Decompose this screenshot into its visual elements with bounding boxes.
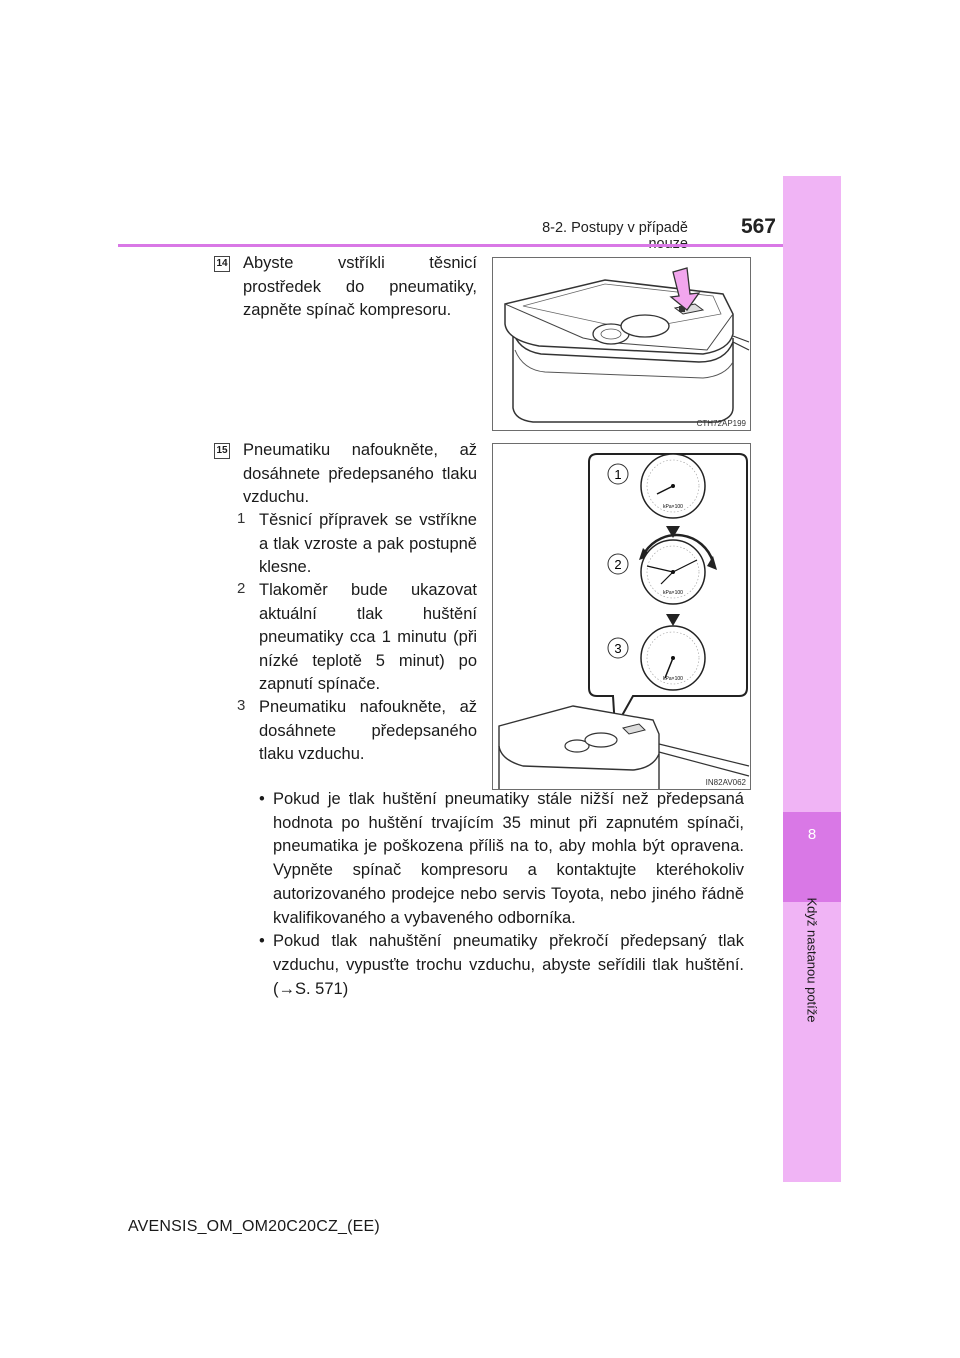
figure-code: CTH72AP199 xyxy=(696,419,746,428)
gauge-1 xyxy=(641,454,705,518)
notes-list xyxy=(257,788,744,1001)
compressor-body xyxy=(499,706,749,789)
pressure-gauge-sequence-illustration-icon xyxy=(493,444,750,789)
compressor-switch-illustration-icon xyxy=(493,258,750,430)
header-rule xyxy=(118,244,783,247)
document-code: AVENSIS_OM_OM20C20CZ_(EE) xyxy=(128,1218,380,1235)
section-title: 8-2. Postupy v případě xyxy=(542,220,688,236)
page-number: 567 xyxy=(740,215,776,238)
chapter-side-tab xyxy=(783,176,841,1182)
figure-code: IN82AV062 xyxy=(705,778,746,787)
figure-compressor-switch xyxy=(492,257,751,431)
step-14-text: Abyste vstříkli těsnicí prostředek do pneumatiky, zapněte spínač kompresoru. xyxy=(243,254,477,319)
substep-number-3: 3 xyxy=(237,697,246,714)
callout-3: 3 xyxy=(614,641,622,656)
chapter-title: Když nastanou potíže xyxy=(804,897,820,1023)
substep-number-1: 1 xyxy=(237,510,246,527)
chapter-number: 8 xyxy=(807,826,817,843)
substep-number-2: 2 xyxy=(237,580,246,597)
gauge-1-unit: kPa×100 xyxy=(663,504,683,510)
note-item: • Pokud je tlak huštění pneumatiky stále nižší než předepsaná hodnota po huštění trvajícím 35 minut při zapnutém spínači, pneumatika je poškozena příliš na to, aby mohla být opravena. Vypněte spínač kompresoru a kontaktujte kteréhokoliv autorizovaného prodejce nebo servis Toyota, nebo jiného řádně kvalifikovaného a vybaveného odborníka. xyxy=(257,788,744,930)
step-number-15: 15 xyxy=(214,443,230,459)
note-item: • Pokud tlak nahuštění pneumatiky překročí předepsaný tlak vzduchu, vypusťte trochu vzduchu, abyste seřídili tlak huštění. (→S. 571) xyxy=(257,930,744,1001)
step-number-14: 14 xyxy=(214,256,230,272)
gauge-3 xyxy=(641,626,705,690)
substep-3-text: Pneumatiku nafoukněte, až dosáhnete předepsaného tlaku vzduchu. xyxy=(259,698,477,763)
figure-pressure-gauges xyxy=(492,443,751,790)
substep-2-text: Tlakoměr bude ukazovat aktuální tlak huštění pneumatiky cca 1 minutu (při nízké teplotě 5 minut) po zapnutí spínače. xyxy=(259,581,477,693)
gauge-2-unit: kPa×100 xyxy=(663,590,683,596)
callout-2: 2 xyxy=(614,557,622,572)
step-15-text: Pneumatiku nafoukněte, až dosáhnete předepsaného tlaku vzduchu. xyxy=(243,441,477,506)
substep-1-text: Těsnicí přípravek se vstříkne a tlak vzroste a pak postupně klesne. xyxy=(259,511,477,576)
gauge-3-unit: kPa×100 xyxy=(663,676,683,682)
callout-1: 1 xyxy=(614,467,622,482)
